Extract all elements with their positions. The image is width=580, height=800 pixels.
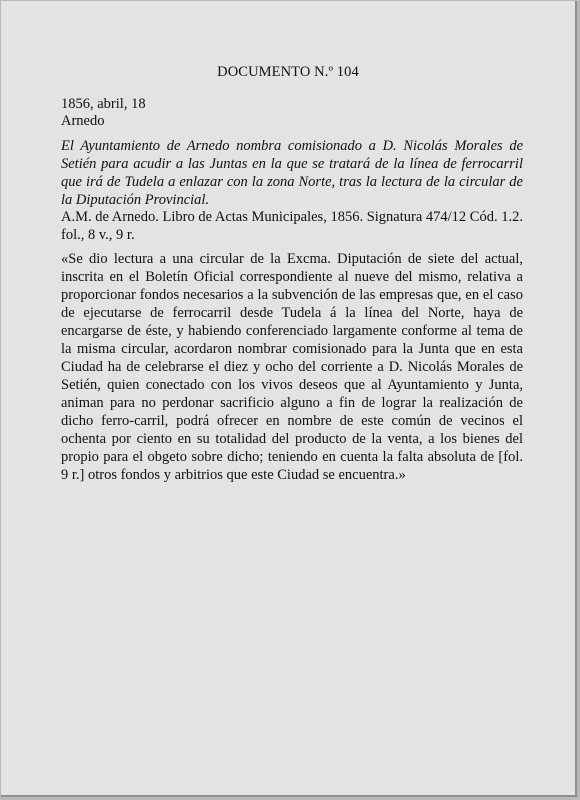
document-page: [1, 1, 577, 797]
document-title: DOCUMENTO N.º 104: [217, 64, 359, 80]
document-summary: El Ayuntamiento de Arnedo nombra comisionado a D. Nicolás Morales de Setién para acudir a las Juntas en la que se tratará de la línea de ferrocarril que irá de Tudela a enlazar con la zona Norte, tras la lectura de la circular de la Diputación Provincial.: [61, 138, 523, 208]
document-place: Arnedo: [61, 113, 105, 129]
document-source: A.M. de Arnedo. Libro de Actas Municipales, 1856. Signatura 474/12 Cód. 1.2. fol., 8 v., 9 r.: [61, 209, 523, 243]
document-date: 1856, abril, 18: [61, 96, 146, 112]
document-body: «Se dio lectura a una circular de la Excma. Diputación de siete del actual, inscrita en el Boletín Oficial correspondiente al nueve del mismo, relativa a proporcionar fondos necesarios a la subvención de las empresas que, en el caso de ejecutarse de ferrocarril desde Tudela á la línea del Norte, haya de encargarse de éste, y habiendo conferenciado largamente conforme al tema de la misma circular, acordaron nombrar comisionado para la Junta que en esta Ciudad ha de celebrarse el diez y ocho del corriente a D. Nicolás Morales de Setién, quien conectado con los vivos deseos que al Ayuntamiento y Junta, animan para no perdonar sacrificio alguno a fin de lograr la realización de dicho ferro-carril, podrá ofrecer en nombre de este común de vecinos el ochenta por ciento en su totalidad del producto de la venta, a los bienes del propio para el obgeto sobre dicho; teniendo en cuenta la falta absoluta de [fol. 9 r.] otros fondos y arbitrios que este Ciudad se encuentra.»: [61, 251, 523, 483]
